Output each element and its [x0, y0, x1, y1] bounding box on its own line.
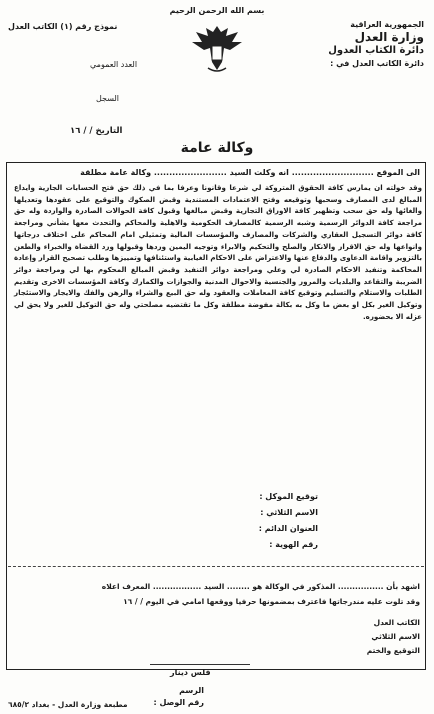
- receipt-number-label: رقم الوصل :: [153, 698, 204, 707]
- form-number: نموذج رقم (١) الكاتب العدل: [8, 22, 118, 31]
- printer-imprint: مطبعة وزارة العدل - بغداد ٦٨٥/٢: [8, 700, 128, 709]
- fee-label: فلس دينار: [170, 668, 211, 677]
- date-field: التاريخ / / ١٦: [70, 126, 123, 136]
- full-name-row: [260, 508, 318, 517]
- full-name-label: الاسم الثلاثي :: [260, 508, 318, 517]
- notary-name: الاسم الثلاثي: [371, 632, 420, 641]
- attestation-line: اشهد بأن ................ المذكور في الوكالة هو ........ السيد ................. المعرف اعلاه: [101, 582, 420, 591]
- eagle-emblem-icon: [188, 22, 246, 74]
- notary-title: الكاتب العدل: [373, 618, 420, 627]
- addressee-line: الى الموقع ........................... انه وكلت السيد ........................ وكالة عامة مطلقة: [80, 168, 420, 177]
- ministry-label: وزارة العدل: [354, 30, 424, 44]
- principal-signature-row: [259, 492, 318, 501]
- letterhead: [328, 18, 424, 70]
- notary-signature: التوقيع والختم: [366, 646, 420, 655]
- directorate-label: دائرة الكتاب العدول: [328, 45, 424, 56]
- section-divider: [8, 566, 424, 567]
- republic-label: الجمهورية العراقية: [350, 20, 424, 29]
- id-number-label: رقم الهوية :: [269, 540, 318, 549]
- principal-signature-label: توقيع الموكل :: [259, 492, 318, 501]
- power-of-attorney-text: وقد خولته ان يمارس كافة الحقوق المتروكة لي شرعا وقانونا وعرفا بما في ذلك حق فتح الحسابات الجارية وايداع المبالغ لدى المصارف وسحبها وتوقيعه وفتح الاعتمادات المستندية وقبض الصكوك والتوقيع على عقودها وتعديلها والغائها وله حق سحب وتظهير كافة الاوراق التجارية وقبض مبالغها وقبول كافة الحوالات الصادرة والواردة وله حق مراجعة كافة الدوائر الرسمية وشبه الرسمية كالمصارف الحكومية والاهلية والمحاكم والتحدث معها بشأني ومراجعة كافة دوائر التسجيل العقاري والشركات والمصارف والمؤسسات المالية وتمثيلي امام المحاكم على اختلاف درجاتها وانواعها وله حق الاقرار والانكار والصلح والتحكيم والابراء وتوجيه اليمين وردها وقبولها ورد القضاة والخبراء والطعن بالتزوير واقامة الدعاوى والدفاع عنها والاعتراض على الاحكام الغيابية واستئنافها وتمييزها وطلب تصحيح القرار وإعادة المحاكمة وتنفيذ الاحكام الصادرة لي وعلي ومراجعة دوائر التنفيذ وقبض المبالغ المحكوم بها لي ومراجعة دوائر الضريبة والتقاعد والبلديات والمرور والجنسية والاحوال المدنية والجوازات والكمارك وكافة المؤسسات الاخرى وتقديم الطلبات والاستلام والتسليم وتوقيع كافة المعاملات والعقود وله حق البيع والشراء والرهن والفك والايجار والاستئجار وتوكيل الغير بكل او بعض ما وكل به بكالة مفوضة مطلقة وكل ما تقتضيه مصلحتي وله حق التوكيل للغير ولا يحق لي عزله الا بحضوره.: [14, 183, 422, 321]
- fee-divider: [150, 664, 250, 666]
- id-row: [269, 540, 318, 549]
- office-label: دائرة الكاتب العدل في :: [330, 59, 424, 68]
- stamp-fee-label: الرسم: [179, 686, 204, 695]
- register-label: السجل: [96, 94, 120, 103]
- permanent-address-label: العنوان الدائم :: [258, 524, 318, 533]
- serial-number-label: العدد العمومي: [90, 60, 138, 69]
- address-row: [259, 524, 318, 533]
- attestation-line-2: وقد تلوت عليه مندرجاتها فاعترف بمضمونها حرفيا ووقعها امامي في اليوم / / ١٦: [123, 597, 420, 606]
- basmala: بسم الله الرحمن الرحيم: [169, 6, 265, 15]
- document-title: وكالة عامة: [180, 140, 254, 156]
